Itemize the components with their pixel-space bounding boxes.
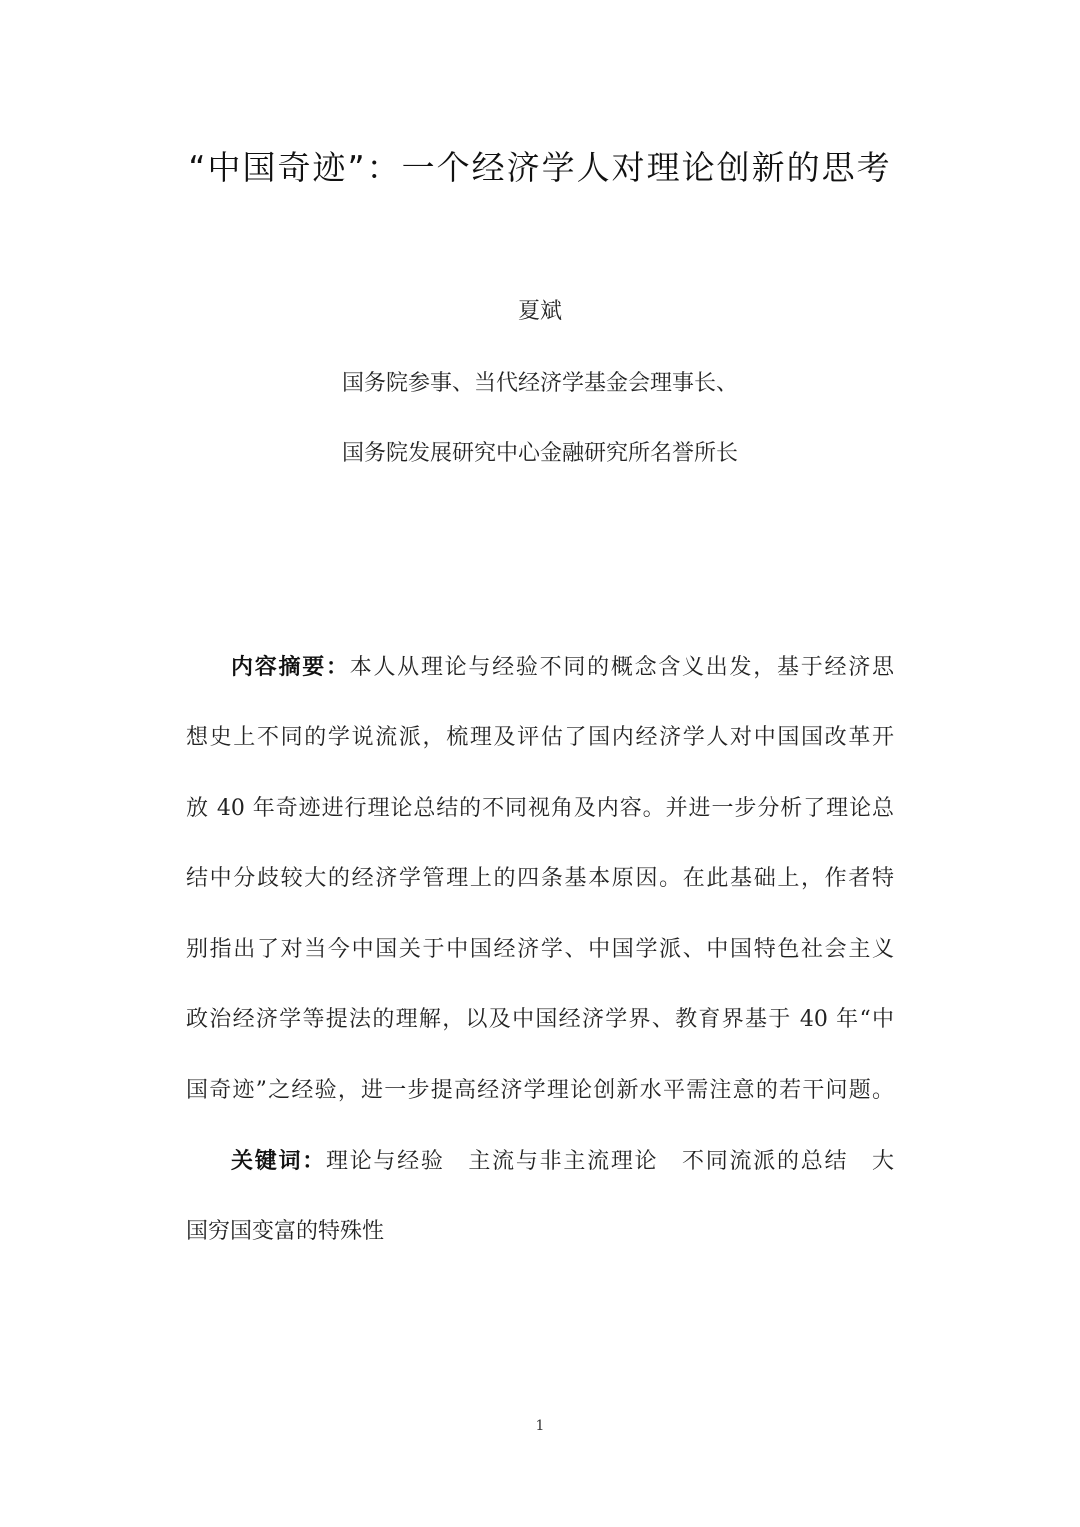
- keywords-continuation: 国穷国变富的特殊性: [186, 1219, 385, 1244]
- abstract-line-6: 政治经济学等提法的理解，以及中国经济学界、教育界基于 40 年“中: [186, 1007, 894, 1032]
- keywords-label: 关键词：: [231, 1148, 326, 1174]
- abstract-line-1: [231, 650, 894, 681]
- abstract-line-4: 结中分歧较大的经济学管理上的四条基本原因。在此基础上，作者特: [186, 866, 894, 891]
- abstract-label: 内容摘要：: [231, 654, 350, 680]
- keywords-line: [231, 1144, 894, 1175]
- abstract-text: 本人从理论与经验不同的概念含义出发，基于经济思: [349, 655, 894, 680]
- abstract-line-2: 想史上不同的学说流派，梳理及评估了国内经济学人对中国国改革开: [186, 725, 894, 750]
- author-name: 夏斌: [517, 299, 562, 324]
- abstract-line-3: 放 40 年奇迹进行理论总结的不同视角及内容。并进一步分析了理论总: [186, 796, 894, 821]
- page-number: 1: [535, 1418, 545, 1434]
- keyword-2: 主流与非主流理论: [466, 1149, 659, 1174]
- abstract-line-7: 国奇迹”之经验，进一步提高经济学理论创新水平需注意的若干问题。: [186, 1078, 894, 1103]
- abstract-line-5: 别指出了对当今中国关于中国经济学、中国学派、中国特色社会主义: [186, 937, 894, 962]
- keyword-4-start: 大: [870, 1149, 894, 1174]
- keyword-1: 理论与经验: [325, 1149, 445, 1174]
- affiliation-line-1: 国务院参事、当代经济学基金会理事长、: [341, 371, 738, 396]
- keyword-3: 不同流派的总结: [680, 1149, 849, 1174]
- document-title: “中国奇迹”：一个经济学人对理论创新的思考: [188, 148, 892, 187]
- affiliation-line-2: 国务院发展研究中心金融研究所名誉所长: [341, 441, 738, 466]
